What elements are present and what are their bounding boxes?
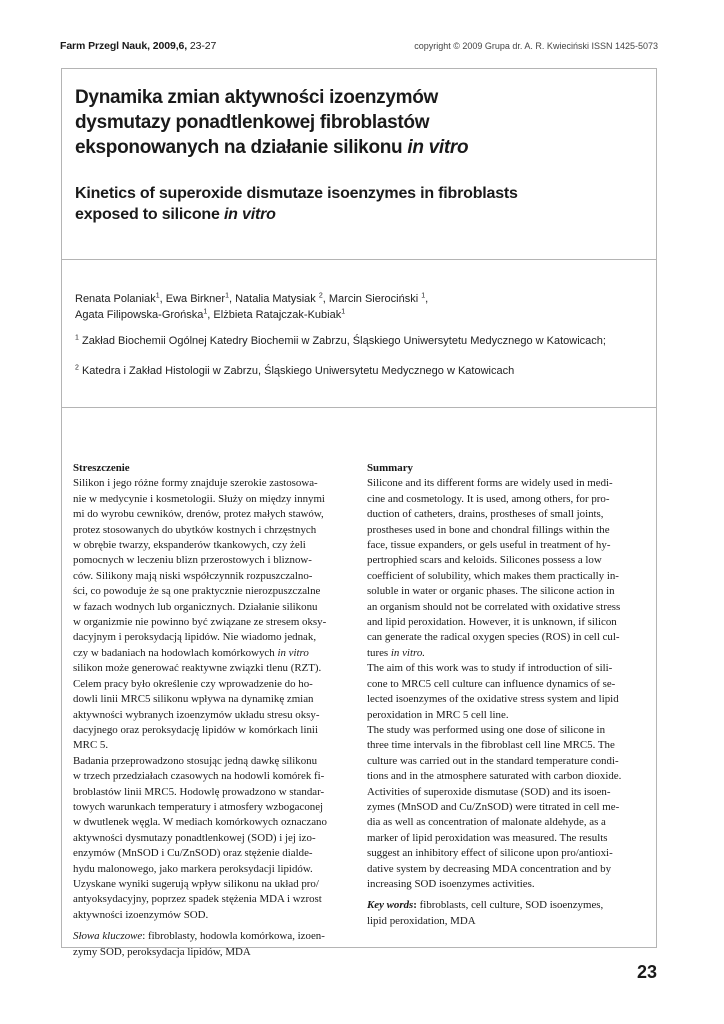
author-list [75,291,645,323]
keywords-english-label: Key words [367,899,414,912]
abstract-line-text: zymes (MnSOD and Cu/ZnSOD) were titrated in cell me- [367,800,620,813]
title-pl-in-vitro: in vitro [407,137,469,158]
abstract-line [73,723,351,738]
abstract-line [73,815,351,830]
affiliation-1 [75,334,655,348]
abstract-line-text: cine and cosmetology. It is used, among others, for pro- [367,492,610,505]
abstract-line [73,769,351,784]
abstract-line-text: Silikon i jego różne formy znajduje szerokie zastosowa- [73,477,318,490]
abstract-line-text: The aim of this work was to study if introduction of sili- [367,662,613,675]
abstract-polish [73,461,351,960]
authors-line2: Agata Filipowska-Grońska$^1$, Elżbieta Ratajczak-Kubiak$^1$ [75,308,346,321]
abstract-line-text: and lipid peroxidation. However, it is unknown, if silicon [367,616,617,629]
abstract-line-text: Uzyskane wyniki sugerują wpływ silikonu na układ pro/ [73,877,319,890]
author-name: Marcin Sierociński [328,293,419,305]
affiliation-text: Katedra i Zakład Histologii w Zabrzu, Śląskiego Uniwersytetu Medycznego w Katowicach [81,365,515,377]
keywords-english-colon: : [413,899,417,912]
abstract-line-text: an organism should not be correlated with oxidative stress [367,600,621,613]
abstract-line-text: prostheses used in bone and chondral fillings within the [367,523,610,536]
abstract-line-text: duction of catheters, drains, prostheses of small joints, [367,508,604,521]
abstract-line-text: enzymów (MnSOD i Cu/ZnSOD) oraz stężenie dialde- [73,847,313,860]
abstract-line [73,877,351,892]
abstract-line [73,800,351,815]
abstract-line-text: tions and in the atmosphere saturated with carbon dioxide. [367,770,622,783]
abstract-line-text: Badania przeprowadzono stosując jedną dawkę silikonu [73,754,318,767]
abstract-line [73,862,351,877]
title-polish [75,85,635,160]
abstract-line-text: antyoksydacyjny, poprzez spadek stężenia MDA i wzrost [73,893,322,906]
abstract-line [367,600,647,615]
abstract-line [367,769,647,784]
title-pl-line1: Dynamika zmian aktywności izoenzymów [75,87,438,108]
abstract-line-text: w organizmie nie powinno być związane ze stresem oksy- [73,616,327,629]
abstract-line [73,507,351,522]
abstract-line-text: aktywności dysmutazy ponadtlenkowej (SOD) i jej izo- [73,831,316,844]
abstract-line [73,553,351,568]
abstract-line [367,523,647,538]
abstract-english-body [367,476,647,892]
abstract-line-text: czy w badaniach na hodowlach komórkowych [73,646,275,659]
abstract-line [367,538,647,553]
abstract-line [73,569,351,584]
journal-citation [60,40,216,52]
abstract-line-text: can generate the radical oxygen species (ROS) in cell cul- [367,631,620,644]
abstract-line [73,584,351,599]
abstract-line-text: towych warunkach temperatury i atmosfery wzbogaconej [73,800,324,813]
abstract-line [367,584,647,599]
abstract-line [367,815,647,830]
abstract-line [367,646,647,661]
abstract-line [367,877,647,892]
author-name: Elżbieta Ratajczak-Kubiak [213,309,342,321]
author-affil-sup: 2 [318,292,323,300]
author-name: Natalia Matysiak [235,293,316,305]
abstract-line-text: aktywności izoenzymów SOD. [73,908,209,921]
abstract-line [73,538,351,553]
abstract-line [73,738,351,753]
title-pl-line3 [75,135,635,160]
abstract-line [73,692,351,707]
abstract-line-text: ści, co powoduje że są one praktycznie nierozpuszczalne [73,585,321,598]
abstract-line-text: w obrębie twarzy, ekspanderów tkankowych, czy żeli [73,539,306,552]
abstract-line-text: Silicone and its different forms are widely used in medi- [367,477,613,490]
abstract-line-text: coefficient of solubility, which makes them practically in- [367,569,619,582]
abstract-line [367,846,647,861]
abstract-line [367,677,647,692]
abstract-line-text: dacyjnym i peroksydacją lipidów. Nie wiadomo jednak, [73,631,317,644]
in-vitro-italic: in vitro [277,646,309,659]
title-en-line1: Kinetics of superoxide dismutaze isoenzymes in fibroblasts [75,185,518,202]
abstract-line-text: silikon może generować reaktywne związki tlenu (RZT). [73,662,322,675]
abstract-line [367,507,647,522]
abstract-line [73,831,351,846]
abstract-line [367,492,647,507]
abstract-line-text: pertrophied scars and keloids. Silicones possess a low [367,554,602,567]
abstract-line [367,661,647,676]
page-number: 23 [636,962,657,982]
affiliation-text: Zakład Biochemii Ogólnej Katedry Biochemii w Zabrzu, Śląskiego Uniwersytetu Medycznego w Katowicach; [81,335,606,347]
abstract-line [367,708,647,723]
title-pl-line3-text: eksponowanych na działanie silikonu [75,137,403,158]
abstract-line-text: suggest an inhibitory effect of silicone upon pro/antioxi- [367,847,613,860]
abstract-line [367,800,647,815]
abstract-line [367,569,647,584]
abstract-line-text: pomocnych w leczeniu blizn przerostowych i bliznow- [73,554,312,567]
abstract-line-text: face, tissue expanders, or gels useful in treatment of hy- [367,539,611,552]
abstract-line [73,615,351,630]
abstract-line-text: peroxidation in MRC 5 cell line. [367,708,509,721]
affiliation-2 [75,364,655,378]
abstract-line [367,615,647,630]
abstract-line-text: w dwutlenek węgla. W mediach komórkowych oznaczano [73,816,327,829]
abstract-line [73,661,351,676]
abstract-line [73,492,351,507]
abstract-line-text: The study was performed using one dose of silicone in [367,723,606,736]
abstract-line-text: three time intervals in the fibroblast cell line MRC5. The [367,739,615,752]
abstract-line-text: marker of lipid peroxidation was measured. The results [367,831,608,844]
keywords-english [367,898,647,913]
abstract-line-text: ców. Silikony mają niski współczynnik rozpuszczalno- [73,569,313,582]
author-affil-sup: 1 [203,308,208,316]
affiliation-sup: 1 [75,334,79,342]
title-pl-line2: dysmutazy ponadtlenkowej fibroblastów [75,112,430,133]
copyright-notice: copyright © 2009 Grupa dr. A. R. Kwieciński ISSN 1425-5073 [414,41,658,51]
author-name: Agata Filipowska-Grońska [75,309,204,321]
abstract-line [73,630,351,645]
keywords-polish-cont: zymy SOD, peroksydacja lipidów, MDA [73,945,251,958]
abstract-line [73,600,351,615]
in-vitro-italic: in vitro. [390,646,425,659]
running-header [60,40,658,54]
abstract-line [367,754,647,769]
abstract-line-text: MRC 5. [73,739,109,752]
abstract-line-text: dacyjnego oraz peroksydację lipidów w komórkach linii [73,723,318,736]
abstract-line-text: dia as well as concentration of malonate aldehyde, as a [367,816,606,829]
abstract-line-text: soluble in water or organic phases. The silicone action in [367,585,615,598]
abstract-line [367,476,647,491]
abstract-line [73,476,351,491]
keywords-polish-text: : fibroblasty, hodowla komórkowa, izoen- [142,930,325,943]
author-affil-sup: 1 [155,292,160,300]
abstract-line-text: mi do wyrobu cewników, drenów, protez małych stawów, [73,508,324,521]
author-affil-sup: 1 [225,292,229,300]
abstract-line [367,831,647,846]
authors-divider [61,407,657,408]
abstract-line [367,738,647,753]
abstract-line-text: tures [367,646,389,659]
abstract-line [73,708,351,723]
affiliation-sup: 2 [75,364,79,372]
author-name: Renata Polaniak [75,293,156,305]
abstract-line-text: broblastów linii MRC5. Hodowlę prowadzono w standar- [73,785,325,798]
journal-name: Farm Przegl Nauk, 2009,6, [60,40,188,52]
abstract-line [73,892,351,907]
author-affil-sup: 1 [341,308,346,316]
abstract-line-text: cone to MRC5 cell culture can influence dynamics of se- [367,677,616,690]
abstract-line-text: aktywności wybranych izoenzymów układu stresu oksy- [73,708,320,721]
abstract-line [367,692,647,707]
abstract-line [73,908,351,923]
abstract-line [73,785,351,800]
keywords-polish [73,929,351,944]
abstract-english [367,461,647,929]
abstract-line [367,553,647,568]
abstract-line [73,677,351,692]
abstract-line [73,846,351,861]
abstract-line-text: dowli linii MRC5 silikonu wpływa na dynamikę zmian [73,693,314,706]
abstract-line-text: nie w medycynie i kosmetologii. Służy on między innymi [73,492,325,505]
title-divider [61,259,657,260]
abstract-polish-heading: Streszczenie [73,462,130,474]
abstract-line [367,723,647,738]
abstract-line [73,646,351,661]
abstract-line-text: lected isoenzymes of the oxidative stress system and lipid [367,693,619,706]
abstract-line-text: dative system by decreasing MDA concentration and by [367,862,612,875]
author-name: Ewa Birkner [165,293,226,305]
abstract-polish-body [73,476,351,923]
abstract-line [367,785,647,800]
title-en-in-vitro: in vitro [223,206,276,223]
author-affil-sup: 1 [421,292,426,300]
abstract-line-text: w fazach wodnych lub organicznych. Działanie silikonu [73,600,318,613]
keywords-polish-label: Słowa kluczowe [73,930,143,943]
abstract-line-text: hydu malonowego, jako markera peroksydacji lipidów. [73,862,313,875]
keywords-english-cont: lipid peroxidation, MDA [367,914,476,927]
abstract-line-text: Activities of superoxide dismutase (SOD) and its isoen- [367,785,611,798]
abstract-line [73,754,351,769]
abstract-line [367,630,647,645]
journal-pages: 23-27 [189,40,217,52]
title-en-line2 [75,204,635,225]
keywords-english-text: fibroblasts, cell culture, SOD isoenzymes, [416,899,604,912]
abstract-line-text: Celem pracy było określenie czy wprowadzenie do ho- [73,677,313,690]
abstract-english-heading: Summary [367,462,413,474]
abstract-line-text: increasing SOD isoenzymes activities. [367,877,535,890]
title-en-line2-text: exposed to silicone [75,206,220,223]
abstract-line-text: protez stosowanych do ubytków kostnych i chrzęstnych [73,523,317,536]
abstract-line [73,523,351,538]
title-english [75,183,635,225]
abstract-line-text: w trzech przedziałach czasowych na hodowli komórek fi- [73,770,325,783]
abstract-line [367,862,647,877]
abstract-line-text: culture was carried out in the standard temperature condi- [367,754,619,767]
authors-line1: Renata Polaniak$^1$, Ewa Birkner$^1$, Natalia Matysiak $^2$, Marcin Sierociński $^1$, [75,292,429,305]
